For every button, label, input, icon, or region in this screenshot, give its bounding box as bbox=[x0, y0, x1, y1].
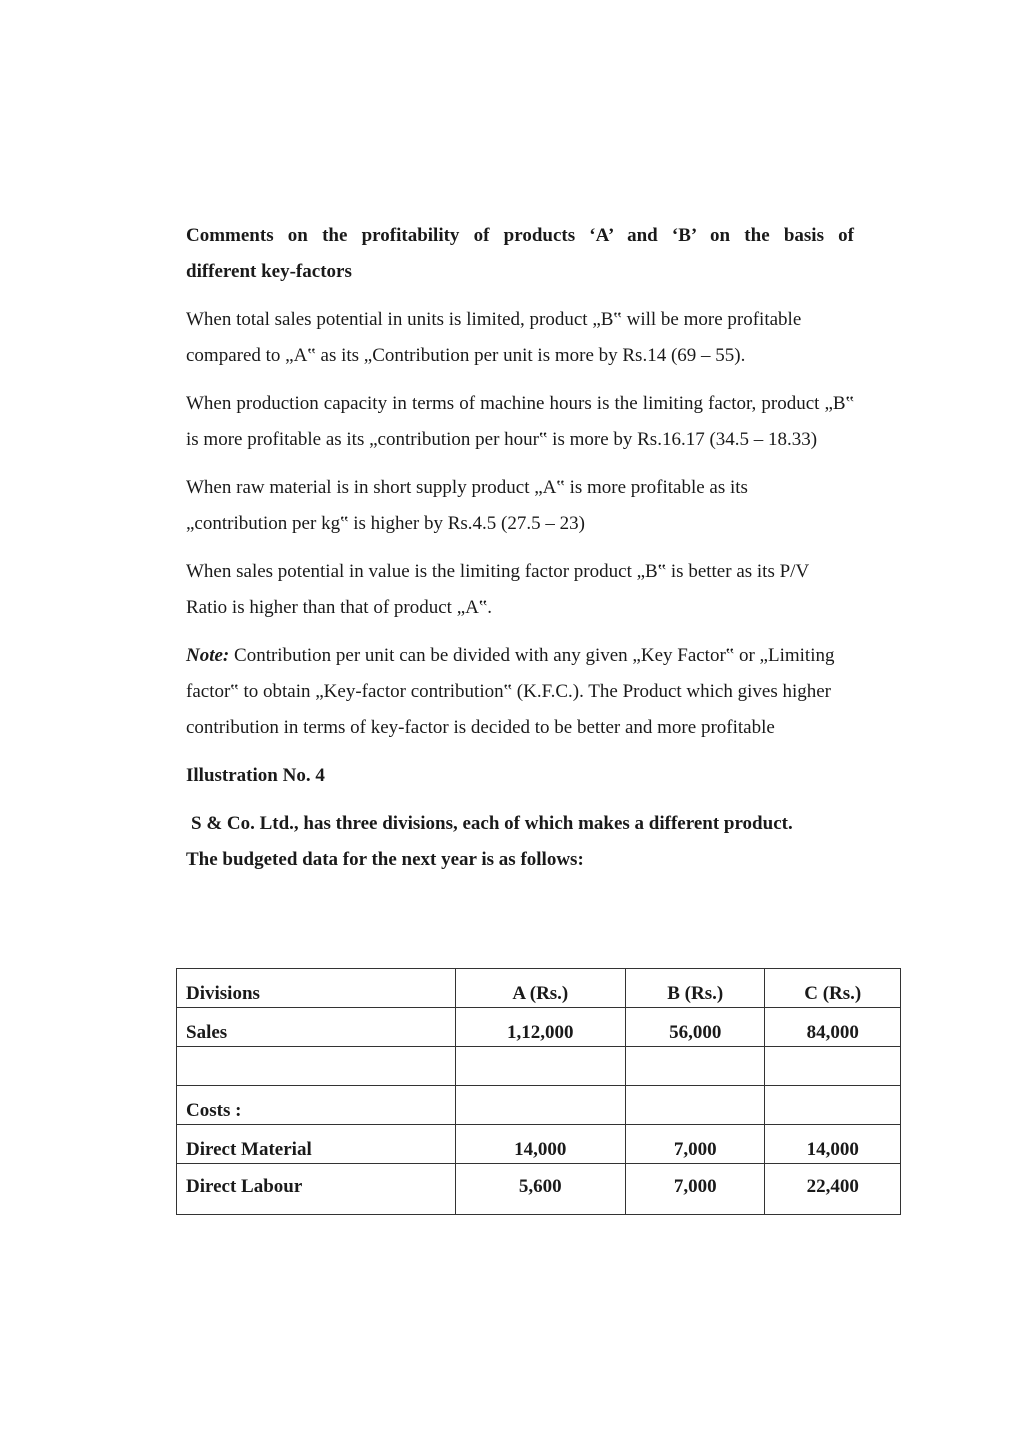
note-paragraph bbox=[186, 638, 854, 746]
table-cell bbox=[177, 1047, 456, 1086]
header-c: C (Rs.) bbox=[765, 969, 901, 1008]
table-row bbox=[177, 1164, 901, 1215]
paragraph-sales-value: When sales potential in value is the limiting factor product „B‟ is better as its P/V Ratio is higher than that of product „A‟. bbox=[186, 561, 809, 618]
table-cell: Direct Material bbox=[177, 1125, 456, 1164]
table-cell: 22,400 bbox=[765, 1164, 901, 1215]
table-cell: 14,000 bbox=[455, 1125, 625, 1164]
table-cell bbox=[625, 1086, 764, 1125]
table-cell: 5,600 bbox=[455, 1164, 625, 1215]
table-cell bbox=[625, 1047, 764, 1086]
table-row bbox=[177, 1047, 901, 1086]
note-label: Note: bbox=[186, 645, 230, 666]
table-cell: 7,000 bbox=[625, 1164, 764, 1215]
table-cell: Sales bbox=[177, 1008, 456, 1047]
illustration-intro-line-2: The budgeted data for the next year is as follows: bbox=[186, 849, 584, 870]
table-cell: 84,000 bbox=[765, 1008, 901, 1047]
note-text: Contribution per unit can be divided with any given „Key Factor‟ or „Limiting factor‟ to obtain „Key-factor contribution‟ (K.F.C.). The Product which gives higher contribution in terms of key-factor is decided to be better and more profitable bbox=[186, 645, 835, 738]
header-b: B (Rs.) bbox=[625, 969, 764, 1008]
table-row bbox=[177, 1086, 901, 1125]
section-heading-line-2: different key-factors bbox=[186, 261, 352, 282]
document-body bbox=[186, 218, 854, 878]
table-cell: 7,000 bbox=[625, 1125, 764, 1164]
paragraph-raw-material: When raw material is in short supply product „A‟ is more profitable as its „contribution per kg‟ is higher by Rs.4.5 (27.5 – 23) bbox=[186, 477, 748, 534]
table-header-row bbox=[177, 969, 901, 1008]
table-row bbox=[177, 1125, 901, 1164]
section-heading-line-1: Comments on the profitability of products ‘A’ and ‘B’ on the basis of bbox=[186, 225, 854, 246]
table-cell: 14,000 bbox=[765, 1125, 901, 1164]
header-a: A (Rs.) bbox=[455, 969, 625, 1008]
paragraph-sales-units: When total sales potential in units is limited, product „B‟ will be more profitable compared to „A‟ as its „Contribution per unit is more by Rs.14 (69 – 55). bbox=[186, 309, 802, 366]
paragraph-machine-hours: When production capacity in terms of machine hours is the limiting factor, product „B‟ is more profitable as its „contribution per hour‟ is more by Rs.16.17 (34.5 – 18.33) bbox=[186, 393, 854, 450]
budget-table bbox=[176, 968, 901, 1215]
table-row bbox=[177, 1008, 901, 1047]
header-divisions: Divisions bbox=[177, 969, 456, 1008]
table-cell: Direct Labour bbox=[177, 1164, 456, 1215]
illustration-title: Illustration No. 4 bbox=[186, 765, 325, 786]
table-cell: Costs : bbox=[177, 1086, 456, 1125]
table-cell bbox=[455, 1086, 625, 1125]
table-cell: 56,000 bbox=[625, 1008, 764, 1047]
table-cell bbox=[765, 1047, 901, 1086]
illustration-intro-line-1: S & Co. Ltd., has three divisions, each of which makes a different product. bbox=[191, 813, 793, 834]
table-cell bbox=[765, 1086, 901, 1125]
section-heading bbox=[186, 218, 854, 290]
table-cell bbox=[455, 1047, 625, 1086]
table-cell: 1,12,000 bbox=[455, 1008, 625, 1047]
illustration-intro bbox=[186, 806, 854, 878]
